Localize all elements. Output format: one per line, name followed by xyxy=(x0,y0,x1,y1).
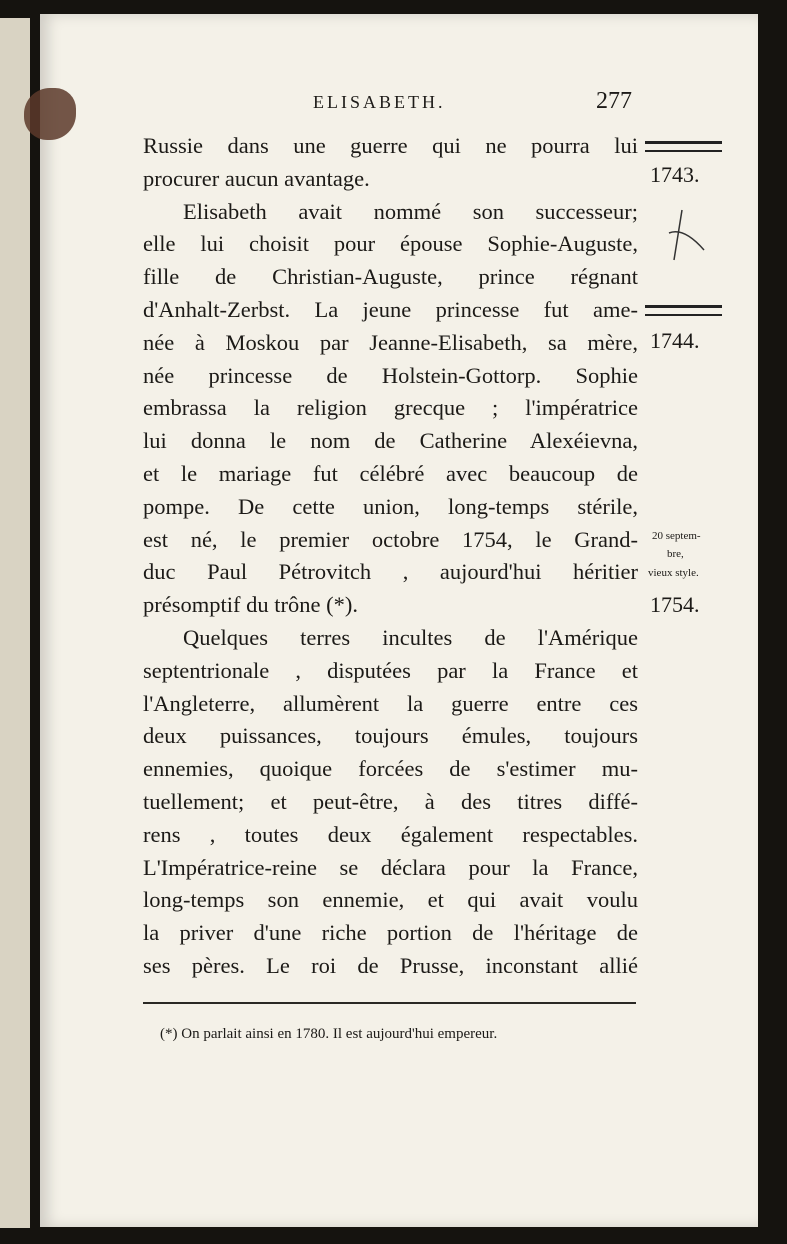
text-line: fille de Christian-Auguste, prince régnant xyxy=(143,264,638,290)
text-line: tuellement; et peut-être, à des titres diffé- xyxy=(143,788,638,814)
text-line: Russie dans une guerre qui ne pourra lui xyxy=(143,133,638,158)
text-line: L'Impératrice-reine se déclara pour la France, xyxy=(143,854,638,880)
text-line: procurer aucun avantage. xyxy=(143,165,370,191)
page-header xyxy=(0,88,787,118)
facing-page-edge xyxy=(0,18,30,1228)
text-line: pompe. De cette union, long-temps stérile, xyxy=(143,493,638,519)
footnote: (*) On parlait ainsi en 1780. Il est aujourd'hui empereur. xyxy=(160,1026,498,1042)
text-line: lui donna le nom de Catherine Alexéievna, xyxy=(143,428,638,454)
text-line: présomptif du trône (*). xyxy=(143,592,358,618)
text-line: deux puissances, toujours émules, toujours xyxy=(143,723,638,749)
margin-year-1754: 1754. xyxy=(650,592,700,617)
text-line: embrassa la religion grecque ; l'impératrice xyxy=(143,395,638,421)
text-line: septentrionale , disputées par la France et xyxy=(143,657,638,683)
text-line: Elisabeth avait nommé son successeur; xyxy=(183,198,638,224)
main-text xyxy=(143,130,638,983)
text-line: l'Angleterre, allumèrent la guerre entre ces xyxy=(143,690,638,716)
pencil-x-mark xyxy=(664,205,714,265)
margin-date-note-line2: bre, xyxy=(667,548,684,560)
text-line: elle lui choisit pour épouse Sophie-Auguste, xyxy=(143,231,638,257)
margin-rule-1744 xyxy=(645,305,722,308)
text-line: née princesse de Holstein-Gottorp. Sophie xyxy=(143,362,638,388)
margin-date-note-line3: vieux style. xyxy=(648,567,699,579)
margin-year-1744: 1744. xyxy=(650,328,700,353)
text-line: d'Anhalt-Zerbst. La jeune princesse fut ame- xyxy=(143,296,638,322)
text-line: et le mariage fut célébré avec beaucoup de xyxy=(143,460,638,486)
text-line: est né, le premier octobre 1754, le Grand- xyxy=(143,526,638,552)
text-line: rens , toutes deux également respectables. xyxy=(143,821,638,847)
text-line: duc Paul Pétrovitch , aujourd'hui héritier xyxy=(143,559,638,585)
text-line: née à Moskou par Jeanne-Elisabeth, sa mère, xyxy=(143,329,638,355)
text-line: long-temps son ennemie, et qui avait voulu xyxy=(143,887,638,913)
margin-year-1743: 1743. xyxy=(650,162,700,187)
margin-rule-1743 xyxy=(645,141,722,144)
text-line: ses pères. Le roi de Prusse, inconstant allié xyxy=(143,952,638,978)
margin-date-note-line1: 20 septem- xyxy=(652,530,701,542)
margin-rule-1744-second xyxy=(645,314,722,316)
running-title: ELISABETH. xyxy=(313,92,446,112)
text-line: ennemies, quoique forcées de s'estimer mu- xyxy=(143,756,638,782)
text-line: la priver d'une riche portion de l'héritage de xyxy=(143,920,638,946)
page-number: 277 xyxy=(596,88,632,114)
footnote-rule xyxy=(143,1002,636,1004)
margin-rule-1743-second xyxy=(645,150,722,152)
text-line: Quelques terres incultes de l'Amérique xyxy=(183,624,638,650)
